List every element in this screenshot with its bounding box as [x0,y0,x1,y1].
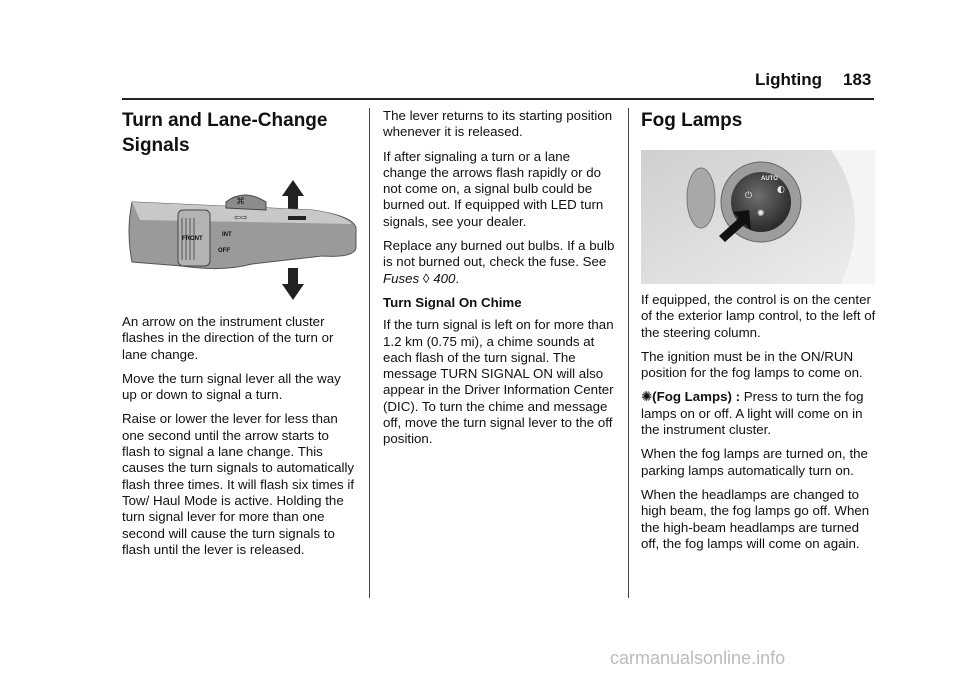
fog-lamp-icon: ✺ [641,389,653,405]
paragraph: If equipped, the control is on the center of the exterior lamp control, to the left of the steering column. [641,292,876,340]
column-1-text [122,314,358,566]
paragraph: The lever returns to its starting position whenever it is released. [383,108,613,140]
fuse-text: Replace any burned out bulbs. If a bulb is not burned out, check the fuse. See [383,238,615,270]
power-icon: ⏻ [745,191,753,201]
paragraph [641,389,877,438]
down-arrow-icon [282,268,304,300]
column-divider-2 [628,108,629,598]
fuses-page-ref[interactable]: 400 [433,270,456,286]
headlamp-icon: ◐ [777,185,785,195]
thumbwheel [687,168,715,228]
paragraph: The ignition must be in the ON/RUN position for the fog lamps to come on. [641,348,863,381]
paragraph: An arrow on the instrument cluster flashes in the direction of the turn or lane change. [122,314,334,362]
fog-lamps-run-in: (Fog Lamps) : [652,389,741,405]
paragraph: When the fog lamps are turned on, the parking lamps automatically turn on. [641,446,868,478]
headlamp-icon: ⇦⇨ [234,213,248,222]
column-divider-1 [369,108,370,598]
column-3 [641,108,877,133]
section-heading: Fog Lamps [641,110,743,131]
page-number: 183 [843,70,872,89]
label-front: FRONT [182,236,203,242]
up-arrow-icon [282,180,304,212]
paragraph: Raise or lower the lever for less than one second until the arrow starts to flash to signal a lane change. This causes the turn signals to automatically flash three times. It will flash six times if Tow/ Haul Mode is active. Holding the turn signal lever for more than one second will cause the turn signals to flash until the lever is released. [122,411,355,557]
turn-signal-lever-figure [122,180,358,302]
subheading: Turn Signal On Chime [383,294,522,310]
period: . [455,270,460,286]
section-heading [122,108,358,158]
paragraph: If the turn signal is left on for more than 1.2 km (0.75 mi), a chime sounds at each flash of the turn signal. The message TURN SIGNAL ON will also appear in the Driver Information Center (DIC). To turn the chime and message off, move the turn signal lever to the off position. [383,317,614,447]
label-auto: AUTO [761,176,778,182]
column-3-text [641,292,877,560]
page-ref-icon: ◊ [419,270,434,286]
paragraph: If after signaling a turn or a lane change the arrows flash rapidly or do not come on, a signal bulb could be burned out. If equipped with LED turn signals, see your dealer. [383,148,604,229]
fog-lamp-icon: ✺ [757,209,765,219]
watermark: carmanualsonline.info [610,648,786,668]
heading-line-1: Turn and Lane-Change [122,110,328,131]
flash-to-pass-icon [288,216,306,220]
column-1 [122,108,358,158]
paragraph [383,238,615,287]
column-2 [383,108,615,456]
heading-line-2: Signals [122,135,190,156]
section-title: Lighting [755,70,823,89]
label-off: OFF [218,248,230,254]
washer-tab [226,195,266,210]
svg-text:⌘: ⌘ [236,197,245,207]
fuses-link[interactable]: Fuses [383,270,420,286]
header-rule [122,98,874,100]
label-int: INT [222,232,232,238]
fog-lamps-description: Press to turn the fog lamps on or off. A light will come on in the instrument cluster. [641,389,864,438]
fog-lamp-control-figure [641,150,875,284]
paragraph: When the headlamps are changed to high beam, the fog lamps go off. When the high-beam headlamps are turned off, the fog lamps will come on again. [641,486,870,551]
paragraph: Move the turn signal lever all the way up or down to signal a turn. [122,370,341,403]
